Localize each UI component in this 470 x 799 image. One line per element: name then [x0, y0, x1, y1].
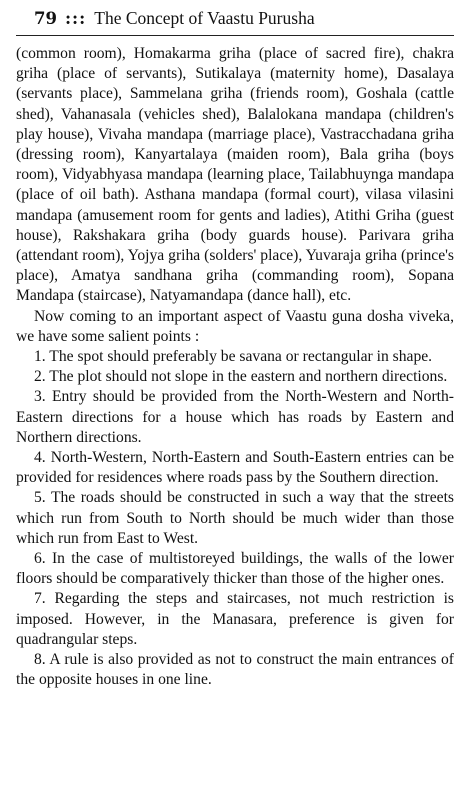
paragraph-room-list: (common room), Homakarma griha (place of sacred fire), chakra griha (place of servants), Sutikalaya (maternity home), Dasalaya (servants place), Sammelana griha (friends room), Goshala (cattle shed), Vahanasala (vehicles shed), Balalokana mandapa (children's play house), Vivaha mandapa (marriage place), Vastracchadana griha (dressing room), Kanyartalaya (maiden room), Bala griha (boys room), Vidyabhyasa mandapa (learning place, Tailabhuynga mandapa (place of oil bath). Asthana mandapa (formal court), vilasa vilasini mandapa (amusement room for gents and ladies), Atithi Griha (guest house), Rakshakara griha (body guards house). Parivara griha (attendant room), Yojya griha (solders' place), Yuvaraja griha (prince's place), Amatya sandhana griha (commanding room), Sopana Mandapa (staircase), Natyamandapa (dance hall), etc.: [16, 45, 454, 305]
point-8: 8. A rule is also provided as not to construct the main entrances of the opposite houses in one line.: [16, 651, 454, 689]
header-rule: [16, 35, 454, 36]
point-5: 5. The roads should be constructed in such a way that the streets which run from South to North should be much wider than those which run from East to West.: [16, 489, 454, 547]
point-4: 4. North-Western, North-Eastern and South-Eastern entries can be provided for residences where roads pass by the Southern direction.: [16, 449, 454, 487]
point-1: 1. The spot should preferably be savana or rectangular in shape.: [34, 348, 433, 366]
header-separator: :::: [64, 9, 87, 28]
point-3: 3. Entry should be provided from the North-Western and North-Eastern directions for a house which has roads by Eastern and Northern directions.: [16, 388, 454, 446]
point-6: 6. In the case of multistoreyed buildings, the walls of the lower floors should be comparatively thicker than those of the higher ones.: [16, 550, 454, 588]
point-7: 7. Regarding the steps and staircases, not much restriction is imposed. However, in the Manasara, preference is given for quadrangular steps.: [16, 590, 454, 648]
point-2: 2. The plot should not slope in the eastern and northern directions.: [34, 368, 448, 386]
page-number: 79: [34, 9, 57, 28]
paragraph-intro: Now coming to an important aspect of Vaastu guna dosha viveka, we have some salient points :: [16, 307, 454, 345]
body-text: [16, 44, 454, 691]
running-header: [16, 8, 454, 29]
chapter-title: The Concept of Vaastu Purusha: [94, 8, 315, 28]
